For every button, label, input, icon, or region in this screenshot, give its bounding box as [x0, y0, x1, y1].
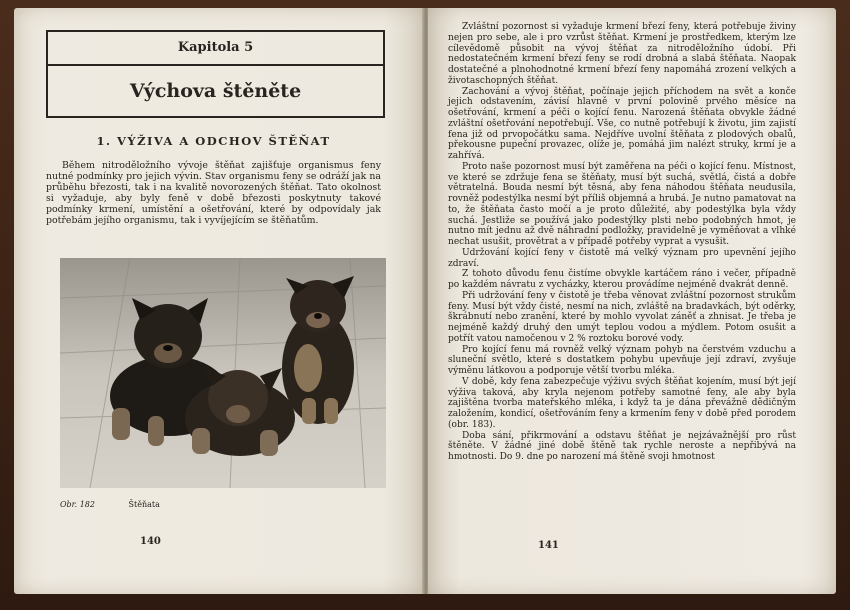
chapter-title: Výchova štěněte: [129, 80, 302, 102]
puppies-photo: [60, 258, 386, 488]
section-heading: 1. VÝŽIVA A ODCHOV ŠTĚŇAT: [96, 134, 331, 148]
paragraph: Z tohoto důvodu fenu čistíme obvykle kartáčem ráno i večer, případně po každém návratu z vycházky, kterou provádíme nejméně dvakrát denně.: [448, 269, 796, 290]
puppy-right: [282, 276, 354, 424]
page-number-right: 141: [538, 540, 559, 551]
caption-number: Obr. 182: [60, 500, 95, 509]
paragraph: Zachování a vývoj štěňat, počínaje jejich příchodem na svět a konče jejich odstavením, závisí hlavně v první polovině prvého měsíce na ošetřování, krmení a péči o kojící fenu. Narozená štěňata obvykle žádné zvláštní ošetřování nepotřebují. Vše, co nutně potřebují k životu, jim zajistí fena již od prvopočátku sama. Nejdříve uvolní štěňata z plodových obalů, překousne pupeční provazec, olíže je, pomáhá jim nalézt struky, krmí je a zahřívá.: [448, 86, 796, 161]
puppies-photo-drawing: [60, 258, 386, 488]
chapter-label: Kapitola 5: [48, 32, 383, 66]
paragraph: Udržování kojící feny v čistotě má velký význam pro upevnění jejího zdraví.: [448, 247, 796, 269]
chapter-header-box: [46, 30, 385, 118]
right-page-body: [448, 22, 796, 463]
paragraph: Proto naše pozornost musí být zaměřena na péči o kojící fenu. Místnost, ve které se zdržuje fena se štěňaty, musí být suchá, světlá, čistá a dobře větratelná. Bouda nesmí být těsná, aby fena náhodou štěňata neudusila, rovněž podestýlka nesmí být příliš objemná a hrubá. Je nutno pamatovat na to, že štěňata často močí a je proto důležité, aby podestýlka byla vždy suchá. Jestliže se používá jako podestýlky plsti nebo podobných hmot, je nutno mít jednu až dvě náhradní podložky, pravidelně je vyměňovat a vlhké nechat usušit, provětrat a v případě potřeby vyprat a vysušit.: [448, 161, 796, 247]
caption-text: Štěňata: [128, 500, 160, 509]
page-number-left: 140: [140, 536, 161, 547]
paragraph: Při udržování feny v čistotě je třeba věnovat zvláštní pozornost strukům feny. Musí být vždy čisté, nesmí na nich, zvláště na bradavkách, být oděrky, škrábnutí nebo zranění, které by mohlo vyvolat záněť a zhnisat. Je třeba je nejméně každý druhý den umýt teplou vodou a mýdlem. Potom osušit a potřít vatou namočenou v 2 % roztoku borové vody.: [448, 290, 796, 344]
photo-caption: [60, 500, 386, 509]
intro-paragraph: Během nitroděložního vývoje štěňat zajišťuje organismus feny nutné podmínky pro jejich vývin. Stav organismu feny se odráží jak na průběhu březosti, tak i na kvalitě novorozených štěňat. Tato okolnost si vyžaduje, aby byly feně v době březosti poskytnuty takové podmínky krmení, umístění a ošetřování, které by odpovídaly jak potřebám jejího organismu, tak i vyvíjejícím se štěňatům.: [46, 160, 381, 227]
paragraph: Zvláštní pozornost si vyžaduje krmení březí feny, která potřebuje živiny nejen pro sebe, ale i pro vzrůst štěňat. Krmení je prostředkem, kterým lze cílevědomě působit na vývoj štěňat za nitroděložního údobí. Při nedostatečném krmení březí feny se rodí drobná a slabá štěňata. Naopak dostatečné a plnohodnotné krmení březí feny napomáhá zrození velkých a životaschopných štěňat.: [448, 22, 796, 86]
paragraph: Pro kojící fenu má rovněž velký význam pohyb na čerstvém vzduchu a sluneční světlo, které s dostatkem pohybu upevňuje její zdraví, zvyšuje výměnu látkovou a podporuje větší tvorbu mléka.: [448, 344, 796, 376]
paragraph: V době, kdy fena zabezpečuje výživu svých štěňat kojením, musí být její výživa taková, aby kryla nejenom potřeby samotné feny, ale aby byla zajištěna tvorba mateřského mléka, i když ta je dána převážně dědičným založením, kondicí, ošetřováním feny a krmením feny v době před porodem (obr. 183).: [448, 376, 796, 430]
paragraph: Doba sání, přikrmování a odstavu štěňat je nejzávažnější pro růst štěněte. V žádné jiné době štěně tak rychle neroste a nepřibývá na hmotnosti. Do 9. dne po narození má štěně svoji hmotnost: [448, 430, 796, 462]
